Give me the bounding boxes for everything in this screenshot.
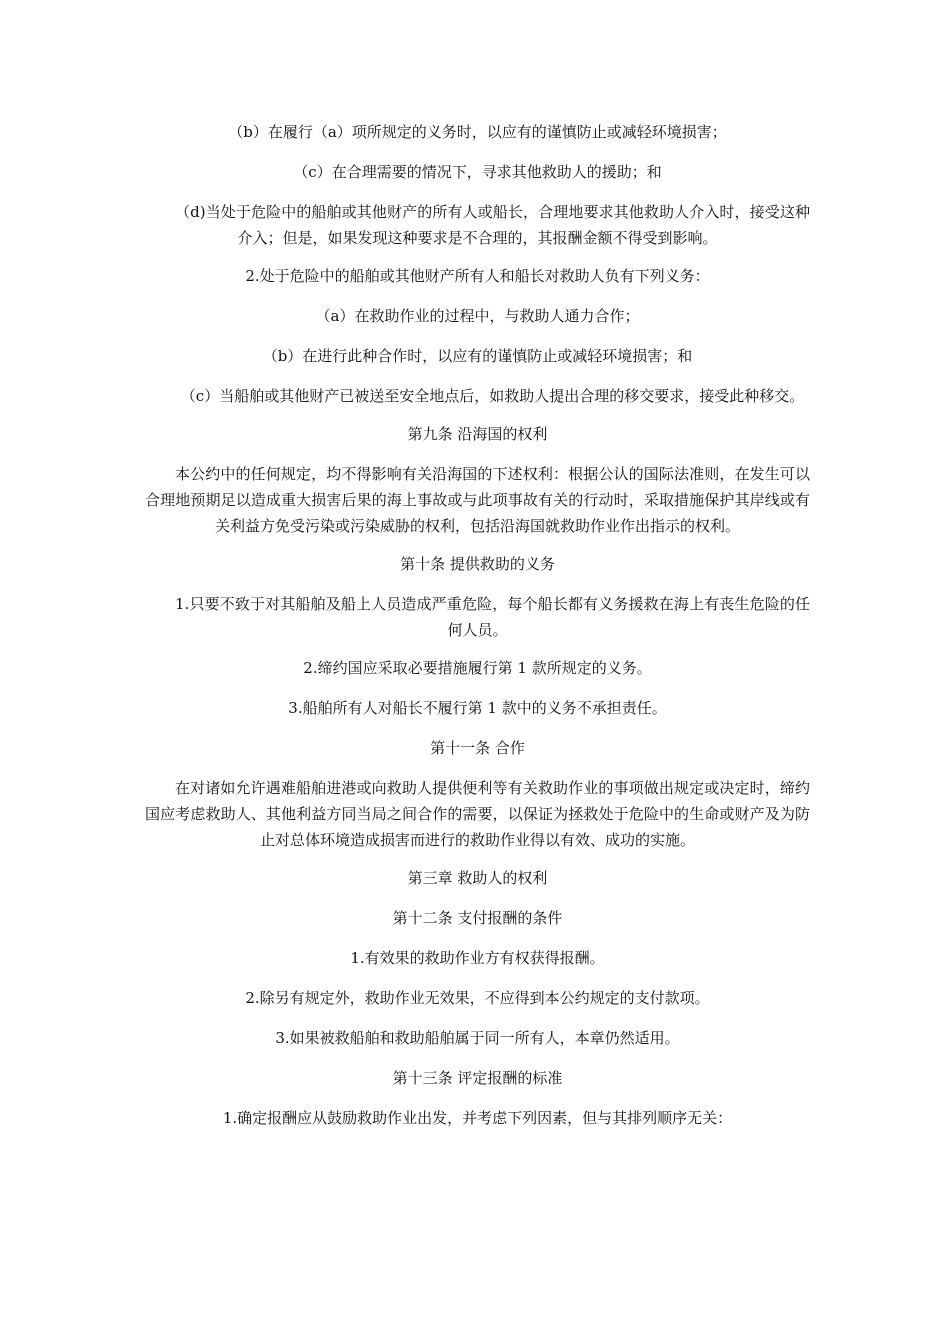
- article-heading: 第十条 提供救助的义务: [400, 555, 555, 573]
- article-heading: 第十二条 支付报酬的条件: [392, 909, 563, 927]
- clause-paragraph: （b）在进行此种合作时，以应有的谨慎防止或减轻环境损害；和: [262, 347, 693, 365]
- clause-paragraph: （d)当处于危险中的船舶或其他财产的所有人或船长，合理地要求其他救助人介入时，接受这种介入；但是，如果发现这种要求是不合理的，其报酬金额不得受到影响。: [175, 203, 810, 247]
- body-paragraph: 本公约中的任何规定，均不得影响有关沿海国的下述权利：根据公认的国际法准则，在发生可以合理地预期足以造成重大损害后果的海上事故或与此项事故有关的行动时，采取措施保护其岸线或有关利益方免受污染或污染威胁的权利，包括沿海国就救助作业作出指示的权利。: [145, 465, 810, 535]
- article-heading: 第十三条 评定报酬的标准: [392, 1069, 563, 1087]
- clause-paragraph: 1.确定报酬应从鼓励救助作业出发，并考虑下列因素，但与其排列顺序无关：: [222, 1109, 733, 1127]
- chapter-heading: 第三章 救助人的权利: [407, 869, 548, 887]
- body-paragraph: 在对诸如允许遇难船舶进港或向救助人提供便利等有关救助作业的事项做出规定或决定时，缔约国应考虑救助人、其他利益方同当局之间合作的需要，以保证为拯救处于危险中的生命或财产及为防止对总体环境造成损害而进行的救助作业得以有效、成功的实施。: [145, 779, 810, 849]
- article-heading: 第九条 沿海国的权利: [407, 425, 548, 443]
- clause-paragraph: 2.除另有规定外，救助作业无效果，不应得到本公约规定的支付款项。: [245, 989, 710, 1007]
- clause-paragraph: 3.船舶所有人对船长不履行第 1 款中的义务不承担责任。: [288, 699, 667, 717]
- article-heading: 第十一条 合作: [430, 739, 525, 757]
- clause-paragraph: （c）在合理需要的情况下，寻求其他救助人的援助；和: [293, 163, 662, 181]
- clause-paragraph: 1.只要不致于对其船舶及船上人员造成严重危险，每个船长都有义务援救在海上有丧生危险的任何人员。: [175, 595, 810, 639]
- clause-paragraph: 3.如果被救船舶和救助船舶属于同一所有人，本章仍然适用。: [275, 1029, 680, 1047]
- clause-paragraph: 2.缔约国应采取必要措施履行第 1 款所规定的义务。: [303, 659, 652, 677]
- clause-paragraph: （a）在救助作业的过程中，与救助人通力合作；: [315, 307, 640, 325]
- clause-paragraph: 1.有效果的救助作业方有权获得报酬。: [350, 949, 605, 967]
- clause-paragraph: （b）在履行（a）项所规定的义务时，以应有的谨慎防止或减轻环境损害；: [228, 123, 727, 141]
- document-body: [145, 119, 810, 1145]
- clause-paragraph: 2.处于危险中的船舶或其他财产所有人和船长对救助人负有下列义务：: [245, 267, 710, 285]
- clause-paragraph: （c）当船舶或其他财产已被送至安全地点后，如救助人提出合理的移交要求，接受此种移交。: [180, 387, 805, 405]
